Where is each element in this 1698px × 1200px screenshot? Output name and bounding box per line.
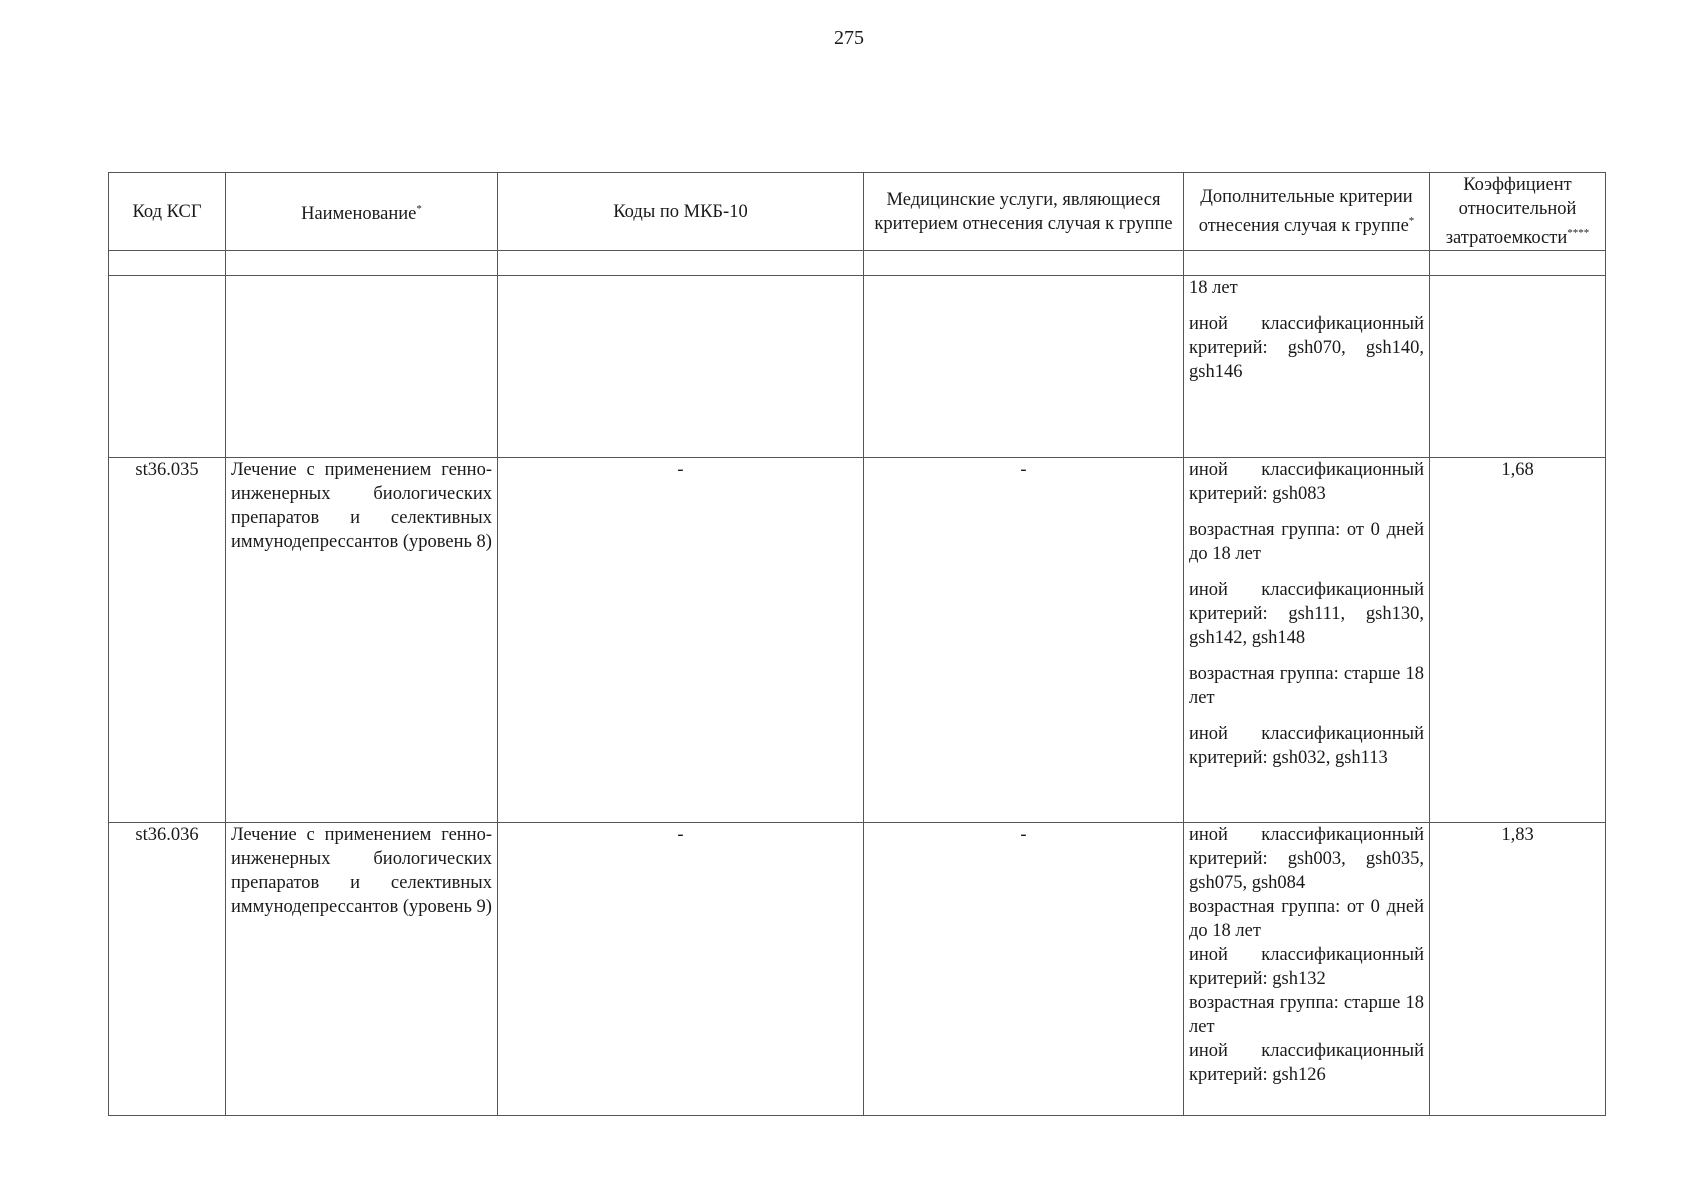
criteria-item: иной классификационный критерий: gsh003, gsh035, gsh075, gsh084 xyxy=(1189,825,1424,894)
ksg-code-cell xyxy=(109,276,226,458)
header-name: Наименование* xyxy=(226,173,498,251)
criteria-item: иной классификационный критерий: gsh070, gsh140, gsh146 xyxy=(1189,314,1424,383)
page-number: 275 xyxy=(834,27,864,49)
header-coef: Коэффициент относительной затратоемкости**** xyxy=(1430,173,1606,251)
criteria-cell xyxy=(1184,276,1430,458)
empty-cell xyxy=(226,251,498,276)
table-subheader-row xyxy=(109,251,1606,276)
ksg-name-cell: Лечение с применением генно-инженерных биологических препаратов и селективных иммунодепрессантов (уровень 8) xyxy=(226,458,498,823)
criteria-cell xyxy=(1184,458,1430,823)
table-header-row xyxy=(109,173,1606,251)
header-code: Код КСГ xyxy=(109,173,226,251)
criteria-item: иной классификационный критерий: gsh132 xyxy=(1189,945,1424,990)
criteria-item: иной классификационный критерий: gsh032, gsh113 xyxy=(1189,724,1424,769)
mkb-codes-cell: - xyxy=(498,458,864,823)
ksg-table xyxy=(108,172,1606,1116)
services-cell: - xyxy=(864,458,1184,823)
services-cell: - xyxy=(864,823,1184,1116)
footnote-mark: * xyxy=(1408,215,1415,227)
empty-cell xyxy=(1184,251,1430,276)
header-services: Медицинские услуги, являющиеся критерием отнесения случая к группе xyxy=(864,173,1184,251)
table-row xyxy=(109,276,1606,458)
coefficient-cell: 1,83 xyxy=(1430,823,1606,1116)
mkb-codes-cell: - xyxy=(498,823,864,1116)
criteria-item: возрастная группа: от 0 дней до 18 лет xyxy=(1189,897,1424,942)
criteria-item: иной классификационный критерий: gsh126 xyxy=(1189,1041,1424,1086)
empty-cell xyxy=(498,251,864,276)
footnote-mark: **** xyxy=(1567,227,1590,239)
empty-cell xyxy=(109,251,226,276)
ksg-code-cell: st36.036 xyxy=(109,823,226,1116)
ksg-name-cell: Лечение с применением генно-инженерных биологических препаратов и селективных иммунодепрессантов (уровень 9) xyxy=(226,823,498,1116)
criteria-item: 18 лет xyxy=(1189,278,1238,299)
coefficient-cell xyxy=(1430,276,1606,458)
empty-cell xyxy=(1430,251,1606,276)
table-row xyxy=(109,823,1606,1116)
empty-cell xyxy=(864,251,1184,276)
criteria-item: иной классификационный критерий: gsh083 xyxy=(1189,460,1424,505)
footnote-mark: * xyxy=(416,203,422,215)
mkb-codes-cell xyxy=(498,276,864,458)
services-cell xyxy=(864,276,1184,458)
criteria-item: возрастная группа: от 0 дней до 18 лет xyxy=(1189,520,1424,565)
criteria-cell xyxy=(1184,823,1430,1116)
header-mkb: Коды по МКБ-10 xyxy=(498,173,864,251)
coefficient-cell: 1,68 xyxy=(1430,458,1606,823)
header-criteria: Дополнительные критерии отнесения случая к группе* xyxy=(1184,173,1430,251)
criteria-item: возрастная группа: старше 18 лет xyxy=(1189,664,1424,709)
criteria-item: иной классификационный критерий: gsh111, gsh130, gsh142, gsh148 xyxy=(1189,580,1424,649)
ksg-code-cell: st36.035 xyxy=(109,458,226,823)
ksg-name-cell xyxy=(226,276,498,458)
criteria-item: возрастная группа: старше 18 лет xyxy=(1189,993,1424,1038)
table-row xyxy=(109,458,1606,823)
